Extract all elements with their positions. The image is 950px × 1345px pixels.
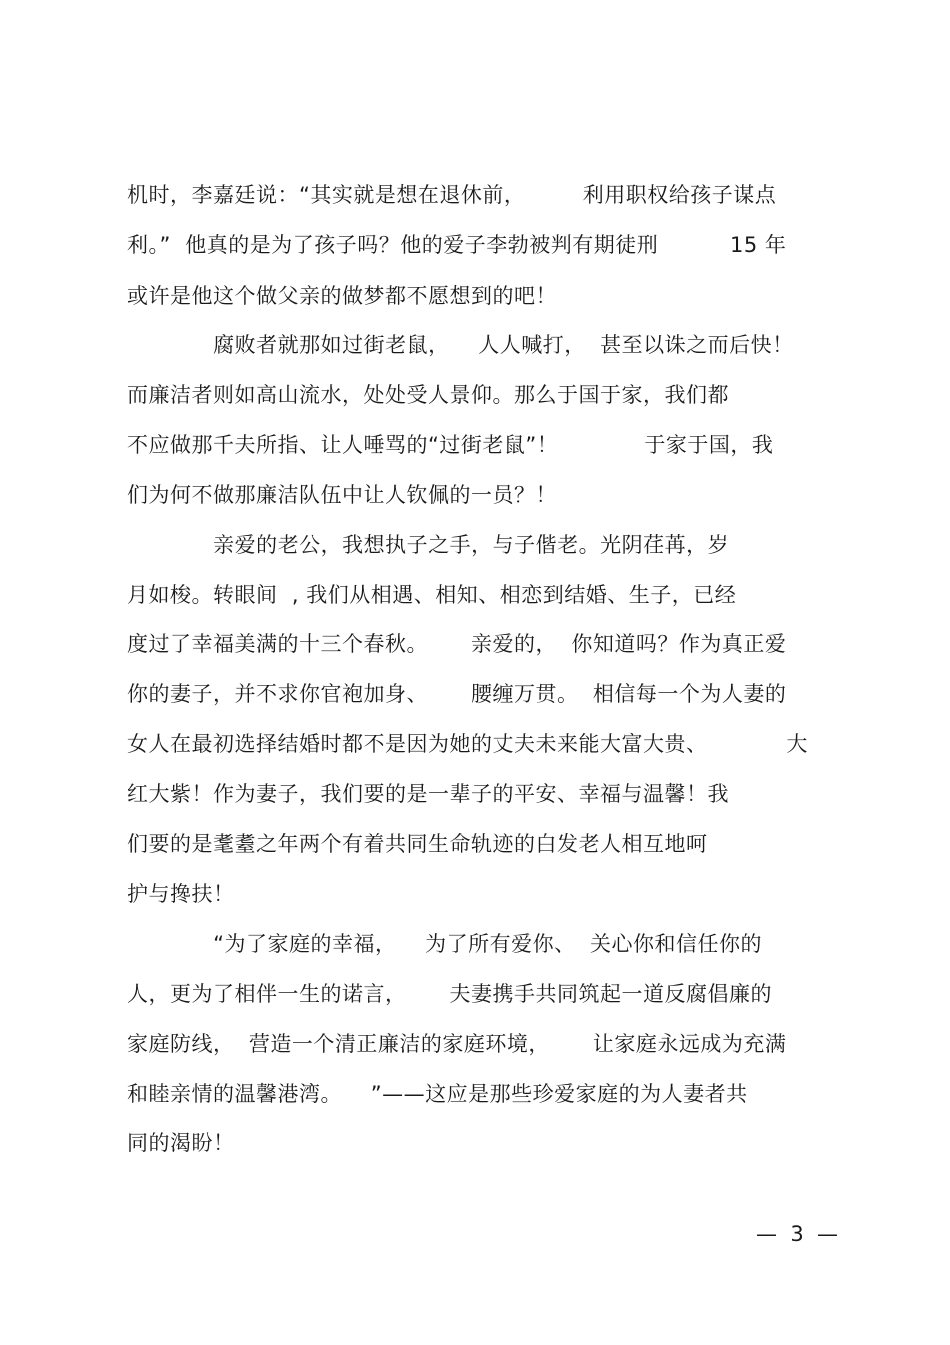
text-line: 们要的是耄耋之年两个有着共同生命轨迹的白发老人相互地呵 bbox=[127, 832, 708, 856]
text-line: “为了家庭的幸福， 为了所有爱你、 关心你和信任你的 bbox=[127, 932, 763, 956]
text-line: 月如梭。转眼间 , 我们从相遇、相知、相恋到结婚、生子，已经 bbox=[127, 583, 737, 607]
text-line: 和睦亲情的温馨港湾。 ”——这应是那些珍爱家庭的为人妻者共 bbox=[127, 1082, 748, 1106]
text-line: 同的渴盼！ bbox=[127, 1131, 235, 1155]
text-line: 利。” 他真的是为了孩子吗？他的爱子李勃被判有期徒刑 15 年 bbox=[127, 233, 787, 257]
text-line: 女人在最初选择结婚时都不是因为她的丈夫未来能大富大贵、 大 bbox=[127, 732, 808, 756]
text-line: 或许是他这个做父亲的做梦都不愿想到的吧！ bbox=[127, 284, 557, 308]
text-line: 们为何不做那廉洁队伍中让人钦佩的一员？！ bbox=[127, 483, 557, 507]
text-line: 家庭防线， 营造一个清正廉洁的家庭环境， 让家庭永远成为充满 bbox=[127, 1032, 787, 1056]
text-line: 护与搀扶！ bbox=[127, 882, 235, 906]
text-line: 人，更为了相伴一生的诺言， 夫妻携手共同筑起一道反腐倡廉的 bbox=[127, 982, 773, 1006]
text-line: 机时，李嘉廷说：“其实就是想在退休前， 利用职权给孩子谋点 bbox=[127, 183, 777, 207]
text-line: 而廉洁者则如高山流水，处处受人景仰。那么于国于家，我们都 bbox=[127, 383, 729, 407]
text-line: 亲爱的老公，我想执子之手，与子偕老。光阴荏苒，岁 bbox=[127, 533, 730, 557]
text-line: 度过了幸福美满的十三个春秋。 亲爱的， 你知道吗？作为真正爱 bbox=[127, 632, 787, 656]
text-line: 腐败者就那如过街老鼠， 人人喊打， 甚至以诛之而后快！ bbox=[127, 333, 794, 357]
page-number: — 3 — bbox=[756, 1222, 839, 1246]
text-line: 红大紫！作为妻子，我们要的是一辈子的平安、幸福与温馨！我 bbox=[127, 782, 729, 806]
text-line: 不应做那千夫所指、让人唾骂的“过街老鼠”！ 于家于国，我 bbox=[127, 433, 774, 457]
text-line: 你的妻子，并不求你官袍加身、 腰缠万贯。 相信每一个为人妻的 bbox=[127, 682, 787, 706]
